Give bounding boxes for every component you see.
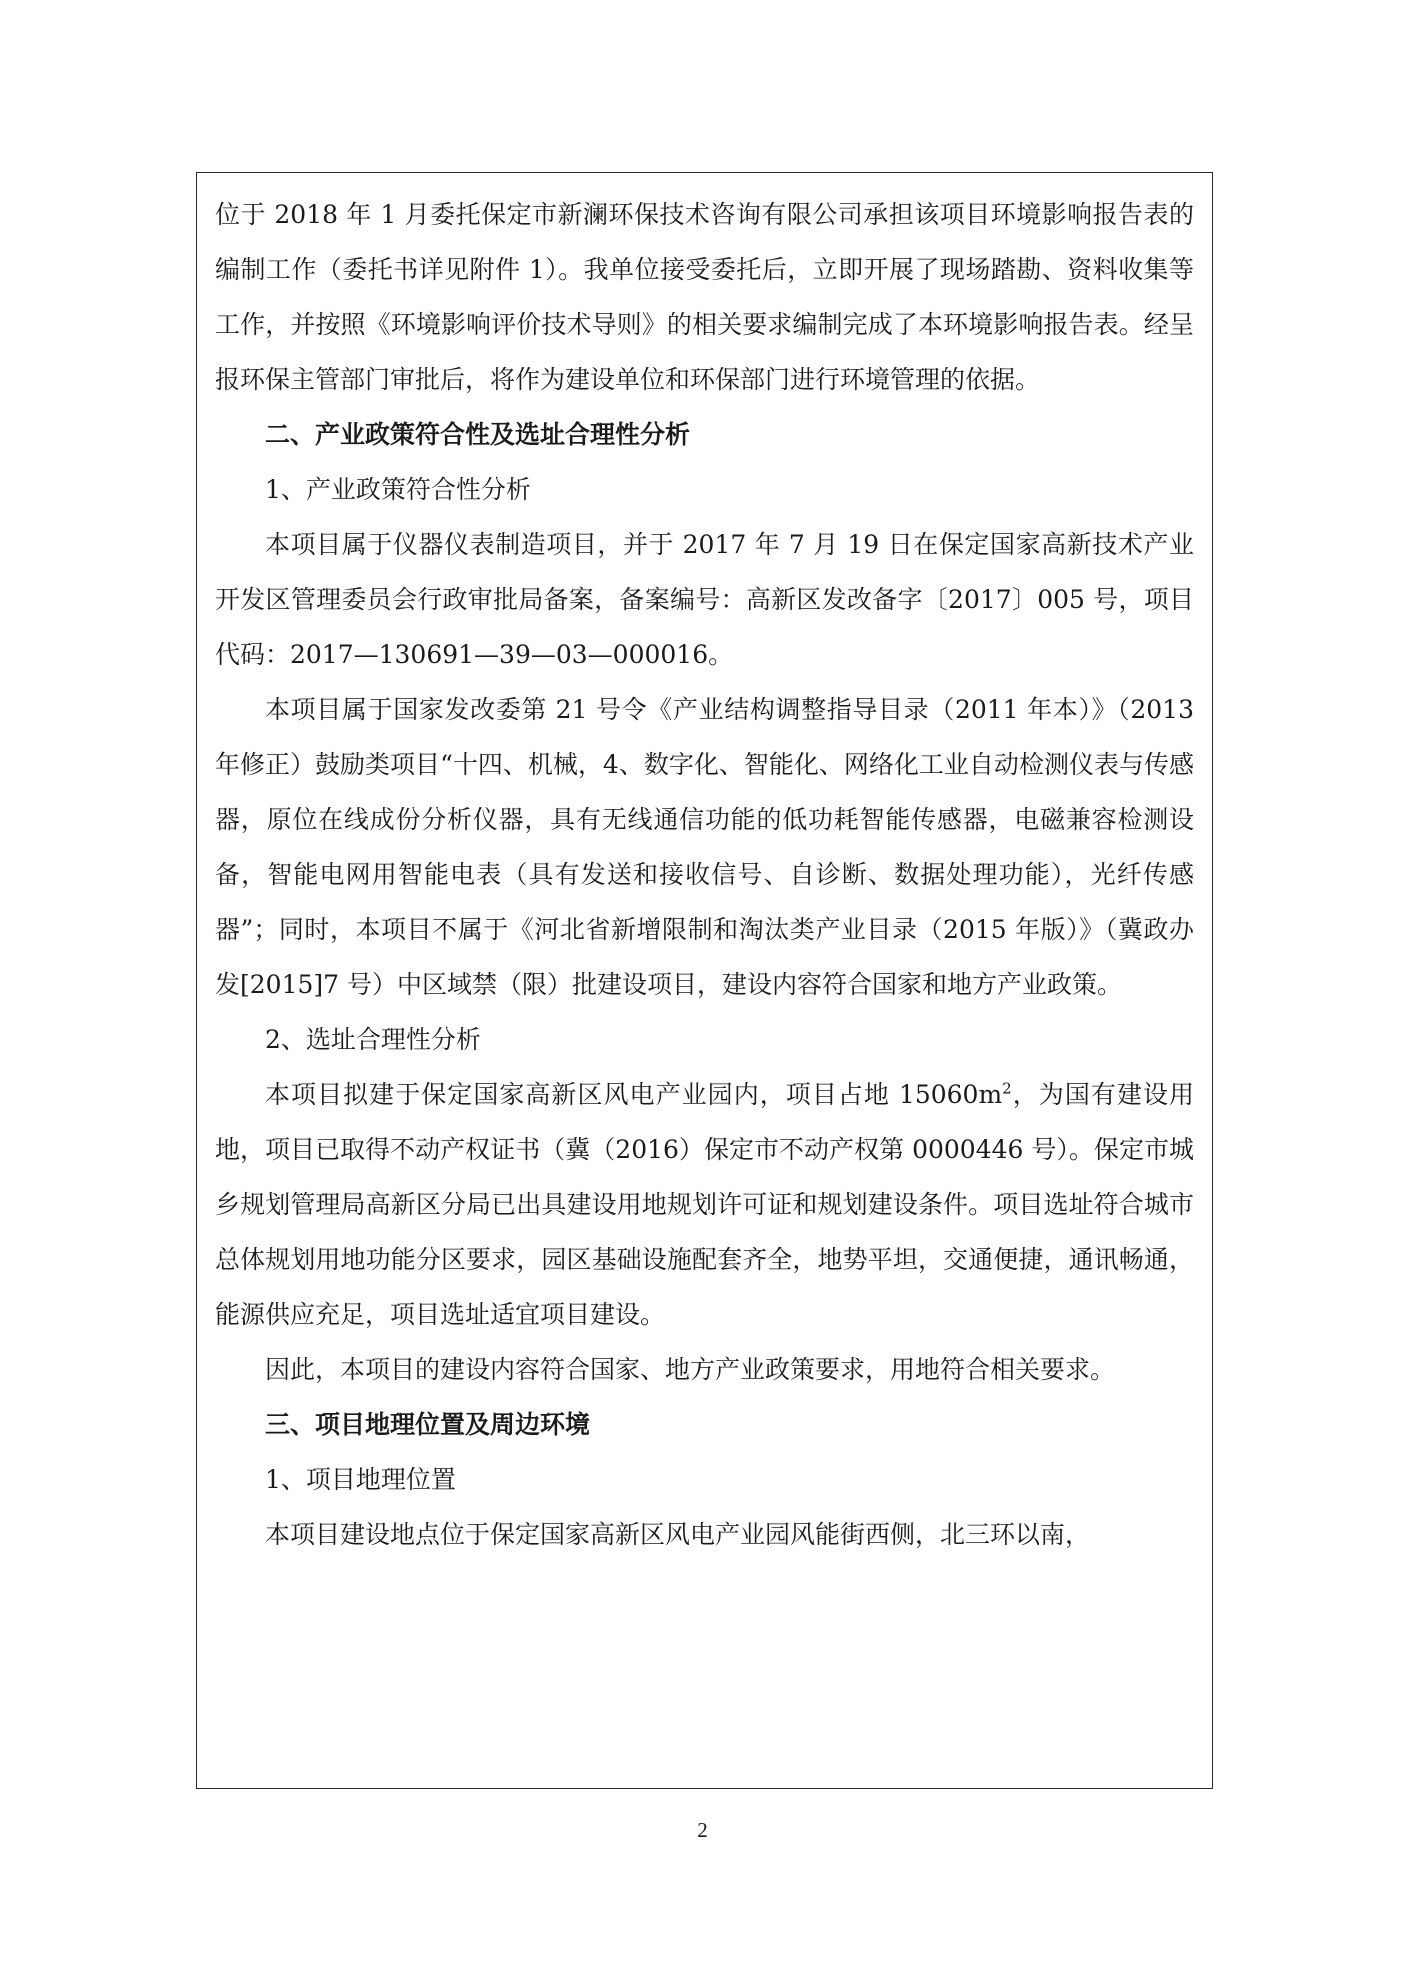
subheading-site-selection: 2、选址合理性分析 (265, 1025, 481, 1054)
paragraph-conclusion: 因此，本项目的建设内容符合国家、地方产业政策要求，用地符合相关要求。 (265, 1355, 1116, 1384)
paragraph-commission: 位于 2018 年 1 月委托保定市新澜环保技术咨询有限公司承担该项目环境影响报告表的编制工作（委托书详见附件 1）。我单位接受委托后，立即开展了现场踏勘、资料收集等工作，并按照《环境影响评价技术导则》的相关要求编制完成了本环境影响报告表。经呈报环保主管部门审批后，将作为建设单位和环保部门进行环境管理的依据。 (215, 200, 1194, 394)
paragraph-location: 本项目建设地点位于保定国家高新区风电产业园风能街西侧，北三环以南， (265, 1520, 1091, 1549)
paragraph-catalog-compliance: 本项目属于国家发改委第 21 号令《产业结构调整指导目录（2011 年本）》（2013 年修正）鼓励类项目“十四、机械，4、数字化、智能化、网络化工业自动检测仪表与传感器，原位在线成份分析仪器，具有无线通信功能的低功耗智能传感器，电磁兼容检测设备，智能电网用智能电表（具有发送和接收信号、自诊断、数据处理功能），光纤传感器”；同时，本项目不属于《河北省新增限制和淘汰类产业目录（2015 年版）》（冀政办发[2015]7 号）中区域禁（限）批建设项目，建设内容符合国家和地方产业政策。 (215, 695, 1194, 999)
area-unit-superscript: 2 (1002, 1079, 1012, 1098)
section-heading-geography: 三、项目地理位置及周边环境 (265, 1410, 591, 1439)
subheading-policy-compliance: 1、产业政策符合性分析 (265, 475, 531, 504)
paragraph-site-analysis (215, 1067, 1194, 1342)
site-analysis-text-end: ，为国有建设用地，项目已取得不动产权证书（冀（2016）保定市不动产权第 0000446 号）。保定市城乡规划管理局高新区分局已出具建设用地规划许可证和规划建设条件。项目选址符合城市总体规划用地功能分区要求，园区基础设施配套齐全，地势平坦，交通便捷，通讯畅通，能源供应充足，项目选址适宜项目建设。 (215, 1080, 1194, 1329)
subheading-geographic-location: 1、项目地理位置 (265, 1465, 456, 1494)
section-heading-industrial-policy: 二、产业政策符合性及选址合理性分析 (265, 420, 691, 449)
site-analysis-text-start: 本项目拟建于保定国家高新区风电产业园内，项目占地 15060m (265, 1080, 1003, 1109)
document-frame (196, 172, 1213, 1789)
paragraph-project-filing: 本项目属于仪器仪表制造项目，并于 2017 年 7 月 19 日在保定国家高新技术产业开发区管理委员会行政审批局备案，备案编号：高新区发改备字〔2017〕005 号，项目代码：2017—130691—39—03—000016。 (215, 530, 1194, 669)
page-number: 2 (697, 1818, 708, 1842)
